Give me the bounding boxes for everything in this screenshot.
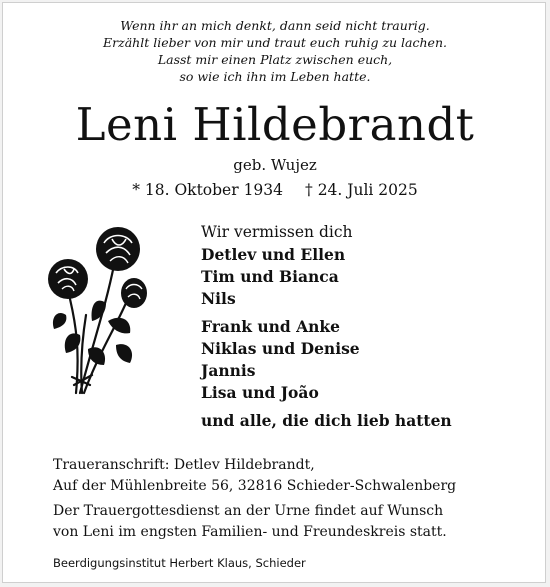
mourner-entry: Tim und Bianca [201, 267, 339, 286]
poem [3, 17, 547, 85]
service-line: Der Trauergottesdienst an der Urne findet auf Wunsch [53, 503, 444, 519]
poem-line: so wie ich ihn im Leben hatte. [179, 69, 371, 84]
mourners-closing: und alle, die dich lieb hatten [201, 411, 452, 430]
mourner-entry: Jannis [201, 361, 256, 380]
address-line: Traueranschrift: Detlev Hildebrandt, [53, 457, 315, 473]
poem-line: Lasst mir einen Platz zwischen euch, [157, 52, 393, 67]
poem-line: Erzählt lieber von mir und traut euch ruhig zu lachen. [103, 35, 447, 50]
obituary-notice [2, 2, 546, 583]
life-dates [3, 179, 547, 201]
poem-line: Wenn ihr an mich denkt, dann seid nicht traurig. [120, 18, 430, 33]
mourner-entry: Niklas und Denise [201, 339, 360, 358]
mourner-entry: Detlev und Ellen [201, 245, 346, 264]
service-line: von Leni im engsten Familien- und Freundeskreis statt. [53, 524, 447, 540]
mourner-entry: Nils [201, 289, 236, 308]
mourners-list [201, 221, 541, 432]
family-group-1 [201, 244, 541, 310]
roses-bouquet-icon [36, 225, 166, 403]
funeral-home: Beerdigungsinstitut Herbert Klaus, Schieder [53, 556, 306, 570]
mourning-address [53, 455, 543, 497]
family-group-2 [201, 316, 541, 404]
death-date: † 24. Juli 2025 [305, 181, 418, 199]
mourner-entry: Lisa und João [201, 383, 319, 402]
service-notice [53, 501, 543, 543]
mourner-entry: Frank und Anke [201, 317, 341, 336]
birth-name: geb. Wujez [233, 156, 317, 174]
birth-date: * 18. Oktober 1934 [132, 181, 284, 199]
address-line: Auf der Mühlenbreite 56, 32816 Schieder-Schwalenberg [53, 478, 457, 494]
mourners-intro: Wir vermissen dich [201, 223, 353, 241]
deceased-name: Leni Hildebrandt [75, 98, 475, 151]
